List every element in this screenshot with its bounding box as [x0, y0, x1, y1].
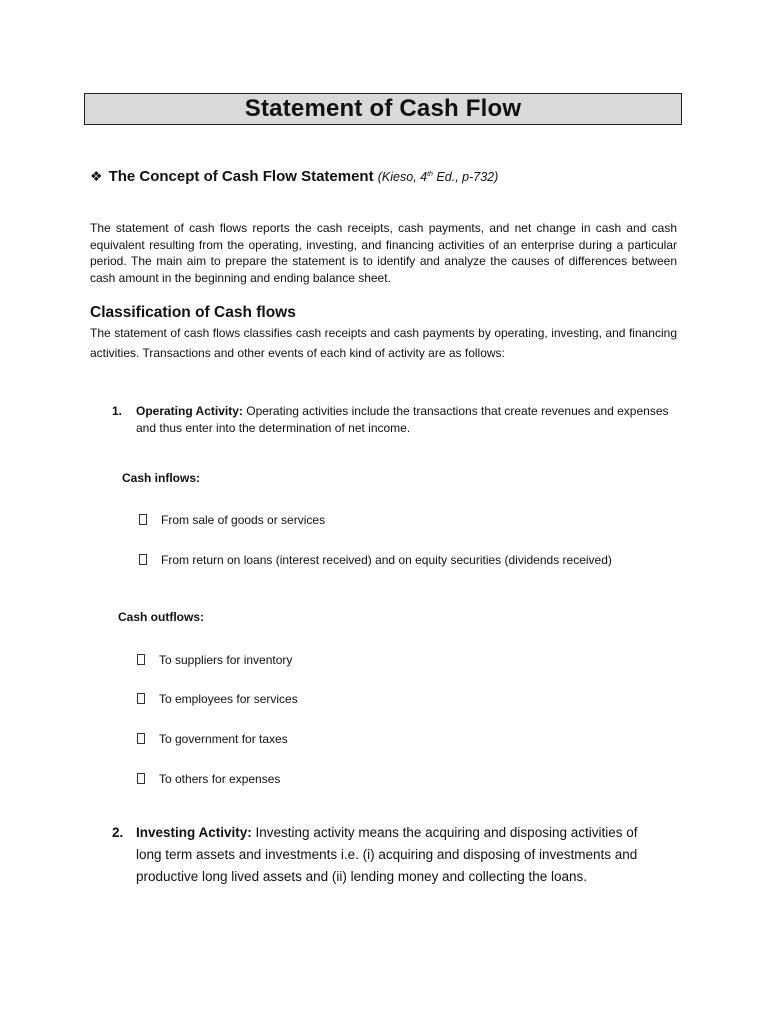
list-item — [139, 513, 325, 527]
list-item — [137, 732, 288, 746]
page-title: Statement of Cash Flow — [244, 95, 522, 122]
citation-text: (Kieso, 4 — [377, 170, 428, 184]
list-item-text: From return on loans (interest received) and on equity securities (dividends received) — [161, 553, 612, 567]
operating-text: Operating activities include the transactions that create revenues and expenses and thus enter into the determination of net income. — [136, 404, 669, 435]
investing-activity-item — [112, 822, 642, 888]
classification-paragraph: The statement of cash flows classifies cash receipts and cash payments by operating, investing, and financing activities. Transactions and other events of each kind of activity are as follows: — [90, 326, 677, 360]
list-item — [139, 553, 612, 567]
intro-paragraph: The statement of cash flows reports the cash receipts, cash payments, and net change in cash and cash equivalent resulting from the operating, investing, and financing activities of an enterprise during a particular period. The main aim to prepare the statement is to identify and analyze the causes of differences between cash amount in the beginning and ending balance sheet. — [90, 221, 677, 285]
citation-text-end: Ed., p-732) — [432, 170, 499, 184]
list-item — [137, 772, 280, 786]
investing-label: Investing Activity: — [136, 825, 252, 840]
list-item-text: To suppliers for inventory — [159, 653, 293, 667]
cash-inflows-heading: Cash inflows: — [122, 471, 201, 485]
checkbox-bullet-icon — [137, 733, 145, 744]
classification-heading: Classification of Cash flows — [90, 304, 296, 321]
cash-outflows-heading: Cash outflows: — [118, 610, 204, 624]
list-item — [137, 653, 292, 667]
operating-number: 1. — [112, 404, 123, 418]
list-item-text: To employees for services — [159, 692, 298, 706]
checkbox-bullet-icon — [139, 514, 147, 525]
investing-number: 2. — [112, 825, 124, 840]
concept-heading — [90, 168, 498, 185]
investing-text: Investing activity means the acquiring and disposing activities of long term assets and investments i.e. (i) acquiring and disposing of investments and productive long lived assets and (ii) lending money and collecting the loans. — [136, 825, 638, 884]
title-box — [84, 93, 682, 125]
operating-label: Operating Activity: — [136, 404, 243, 418]
list-item-text: To government for taxes — [159, 732, 288, 746]
diamond-bullet-icon: ❖ — [90, 168, 103, 184]
concept-citation — [378, 170, 499, 184]
checkbox-bullet-icon — [137, 693, 145, 704]
list-item-text: To others for expenses — [159, 772, 281, 786]
concept-title: The Concept of Cash Flow Statement — [108, 168, 374, 185]
checkbox-bullet-icon — [137, 773, 145, 784]
checkbox-bullet-icon — [139, 554, 147, 565]
list-item-text: From sale of goods or services — [161, 513, 326, 527]
checkbox-bullet-icon — [137, 654, 145, 665]
citation-superscript: th — [427, 170, 433, 178]
operating-activity-item — [112, 403, 678, 436]
list-item — [137, 692, 298, 706]
